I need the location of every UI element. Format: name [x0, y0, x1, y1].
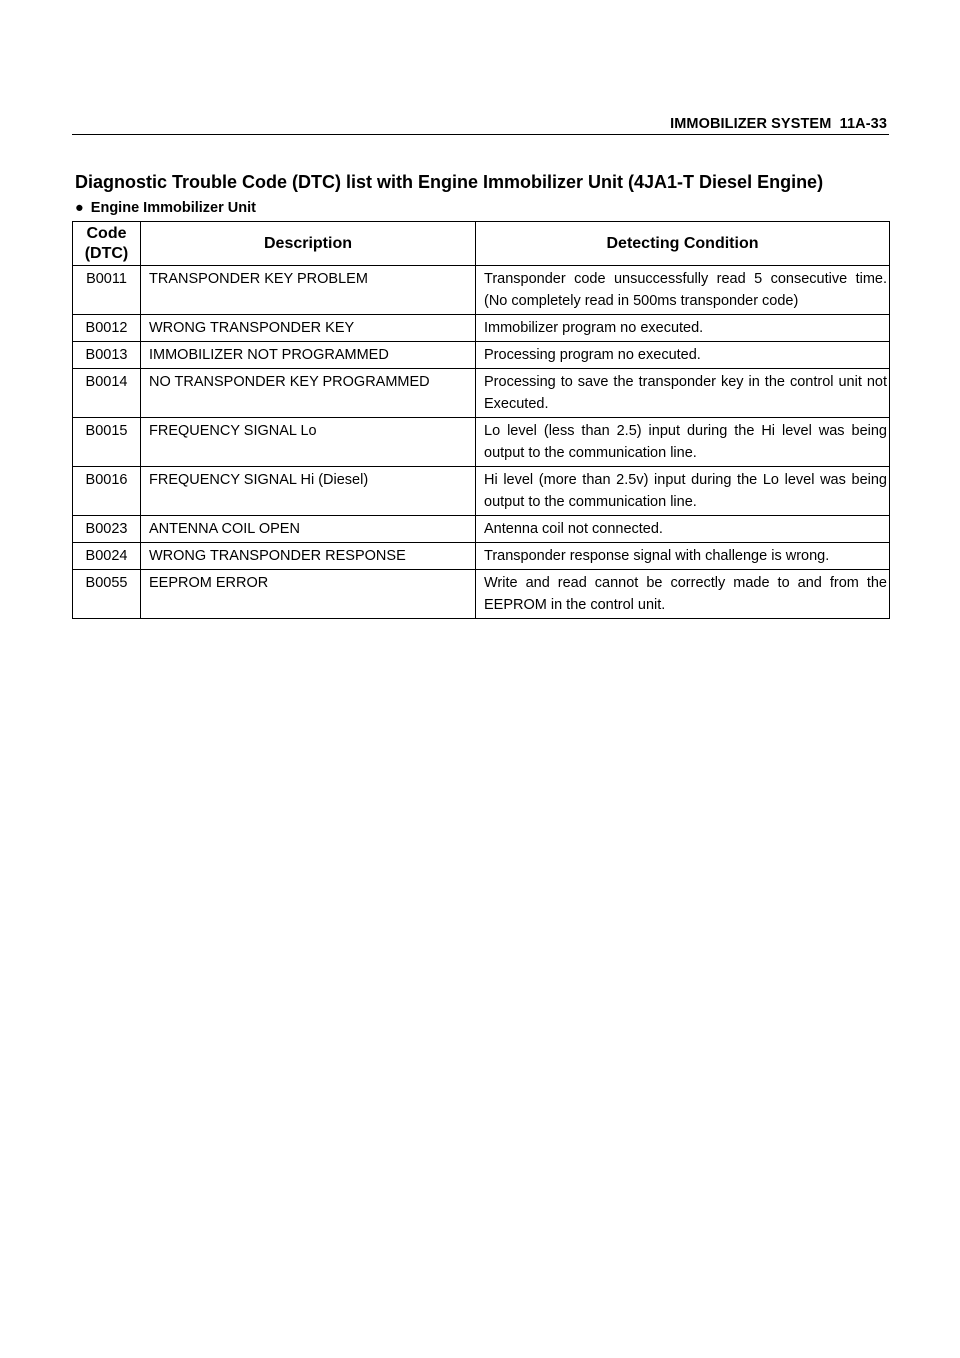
condition-cell: Processing to save the transponder key in the control unit not Executed.: [476, 369, 890, 418]
dtc-code-cell: B0024: [73, 543, 141, 570]
description-cell: EEPROM ERROR: [141, 570, 476, 619]
code-header-line2: (DTC): [84, 244, 129, 262]
table-row: [73, 369, 890, 418]
condition-cell: Write and read cannot be correctly made to and from the EEPROM in the control unit.: [476, 570, 890, 619]
table-row: [73, 467, 890, 516]
dtc-code-cell: B0055: [73, 570, 141, 619]
table-row: [73, 315, 890, 342]
dtc-code-cell: B0023: [73, 516, 141, 543]
table-row: [73, 342, 890, 369]
table-header-row: [73, 222, 890, 266]
section-page-label: IMMOBILIZER SYSTEM 11A-33: [670, 116, 887, 132]
table-row: [73, 266, 890, 315]
table-row: [73, 543, 890, 570]
condition-cell: Transponder response signal with challenge is wrong.: [476, 543, 890, 570]
dtc-table: [72, 221, 890, 619]
description-cell: WRONG TRANSPONDER KEY: [141, 315, 476, 342]
table-row: [73, 516, 890, 543]
dtc-code-cell: B0014: [73, 369, 141, 418]
dtc-code-cell: B0016: [73, 467, 141, 516]
description-cell: FREQUENCY SIGNAL Lo: [141, 418, 476, 467]
description-cell: NO TRANSPONDER KEY PROGRAMMED: [141, 369, 476, 418]
dtc-code-cell: B0012: [73, 315, 141, 342]
table-row: [73, 418, 890, 467]
condition-cell: Immobilizer program no executed.: [476, 315, 890, 342]
column-header-condition: Detecting Condition: [476, 222, 890, 266]
description-cell: WRONG TRANSPONDER RESPONSE: [141, 543, 476, 570]
description-cell: ANTENNA COIL OPEN: [141, 516, 476, 543]
dtc-code-cell: B0013: [73, 342, 141, 369]
description-cell: IMMOBILIZER NOT PROGRAMMED: [141, 342, 476, 369]
condition-cell: Transponder code unsuccessfully read 5 consecutive time. (No completely read in 500ms transponder code): [476, 266, 890, 315]
condition-cell: Lo level (less than 2.5) input during the Hi level was being output to the communication line.: [476, 418, 890, 467]
dtc-code-cell: B0011: [73, 266, 141, 315]
section-subtitle: [75, 200, 256, 216]
condition-cell: Hi level (more than 2.5v) input during the Lo level was being output to the communication line.: [476, 467, 890, 516]
page-header: [72, 116, 889, 135]
table-row: [73, 570, 890, 619]
column-header-description: Description: [141, 222, 476, 266]
code-header-line1: Code: [86, 224, 127, 242]
condition-cell: Antenna coil not connected.: [476, 516, 890, 543]
page-title: Diagnostic Trouble Code (DTC) list with Engine Immobilizer Unit (4JA1-T Diesel Engine): [75, 172, 824, 192]
subtitle-text: Engine Immobilizer Unit: [90, 200, 256, 216]
bullet-icon: ●: [75, 200, 84, 216]
condition-cell: Processing program no executed.: [476, 342, 890, 369]
description-cell: TRANSPONDER KEY PROBLEM: [141, 266, 476, 315]
dtc-code-cell: B0015: [73, 418, 141, 467]
column-header-code: [73, 222, 141, 266]
description-cell: FREQUENCY SIGNAL Hi (Diesel): [141, 467, 476, 516]
